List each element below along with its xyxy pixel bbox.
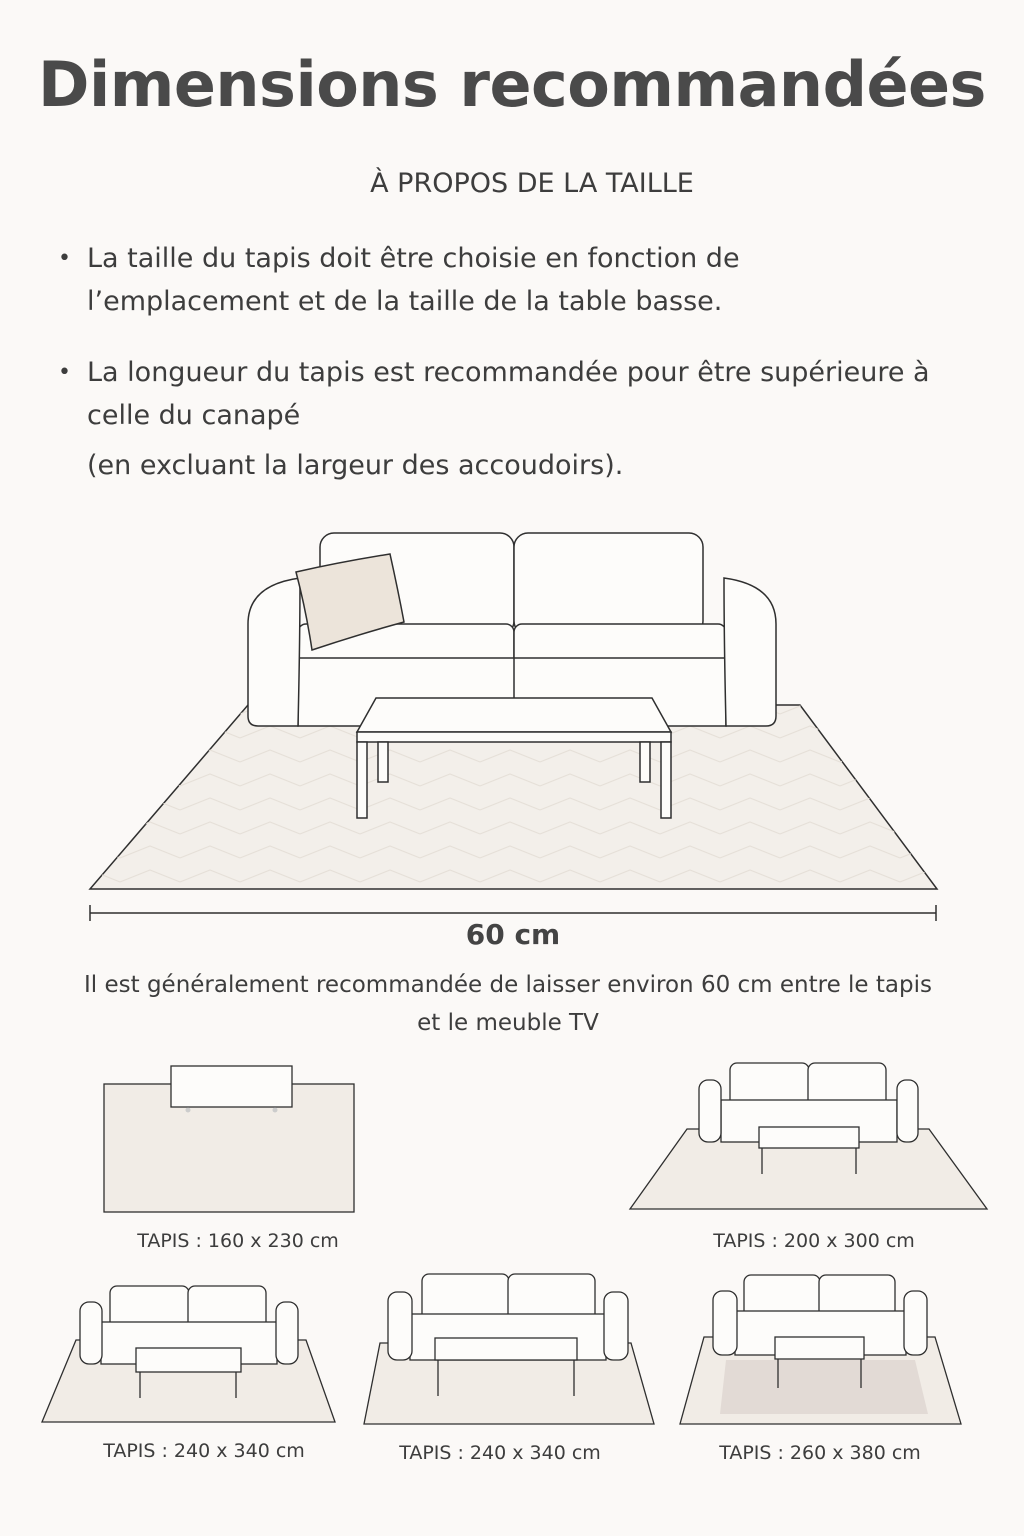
section-subtitle: À PROPOS DE LA TAILLE: [370, 168, 694, 199]
bullet-marker: •: [58, 246, 71, 271]
main-room-illustration: [90, 533, 937, 921]
rug-caption: TAPIS : 200 x 300 cm: [713, 1230, 915, 1252]
rug-thumbnail-2: [630, 1063, 987, 1209]
rug-caption: TAPIS : 240 x 340 cm: [399, 1442, 601, 1464]
rug-caption: TAPIS : 160 x 230 cm: [137, 1230, 339, 1252]
rug-caption: TAPIS : 260 x 380 cm: [719, 1442, 921, 1464]
rug-thumbnail-5: [680, 1275, 961, 1424]
rug-thumbnail-4: [364, 1274, 654, 1424]
bullet-text: La longueur du tapis est recommandée pour être supérieure à celle du canapé: [87, 357, 930, 431]
recommendation-text: Il est généralement recommandée de laisser environ 60 cm entre le tapis et le meuble TV: [84, 972, 932, 1036]
bullet-text: La taille du tapis doit être choisie en fonction de l’emplacement et de la taille de la table basse.: [87, 243, 740, 317]
page-title: Dimensions recommandées: [38, 48, 986, 121]
bullet-marker: •: [58, 360, 71, 385]
measure-label: 60 cm: [465, 918, 561, 951]
rug-caption: TAPIS : 240 x 340 cm: [103, 1440, 305, 1462]
bullet-note: (en excluant la largeur des accoudoirs).: [87, 450, 624, 481]
rug-thumbnail-1: [104, 1066, 354, 1212]
rug-thumbnail-3: [42, 1286, 335, 1422]
